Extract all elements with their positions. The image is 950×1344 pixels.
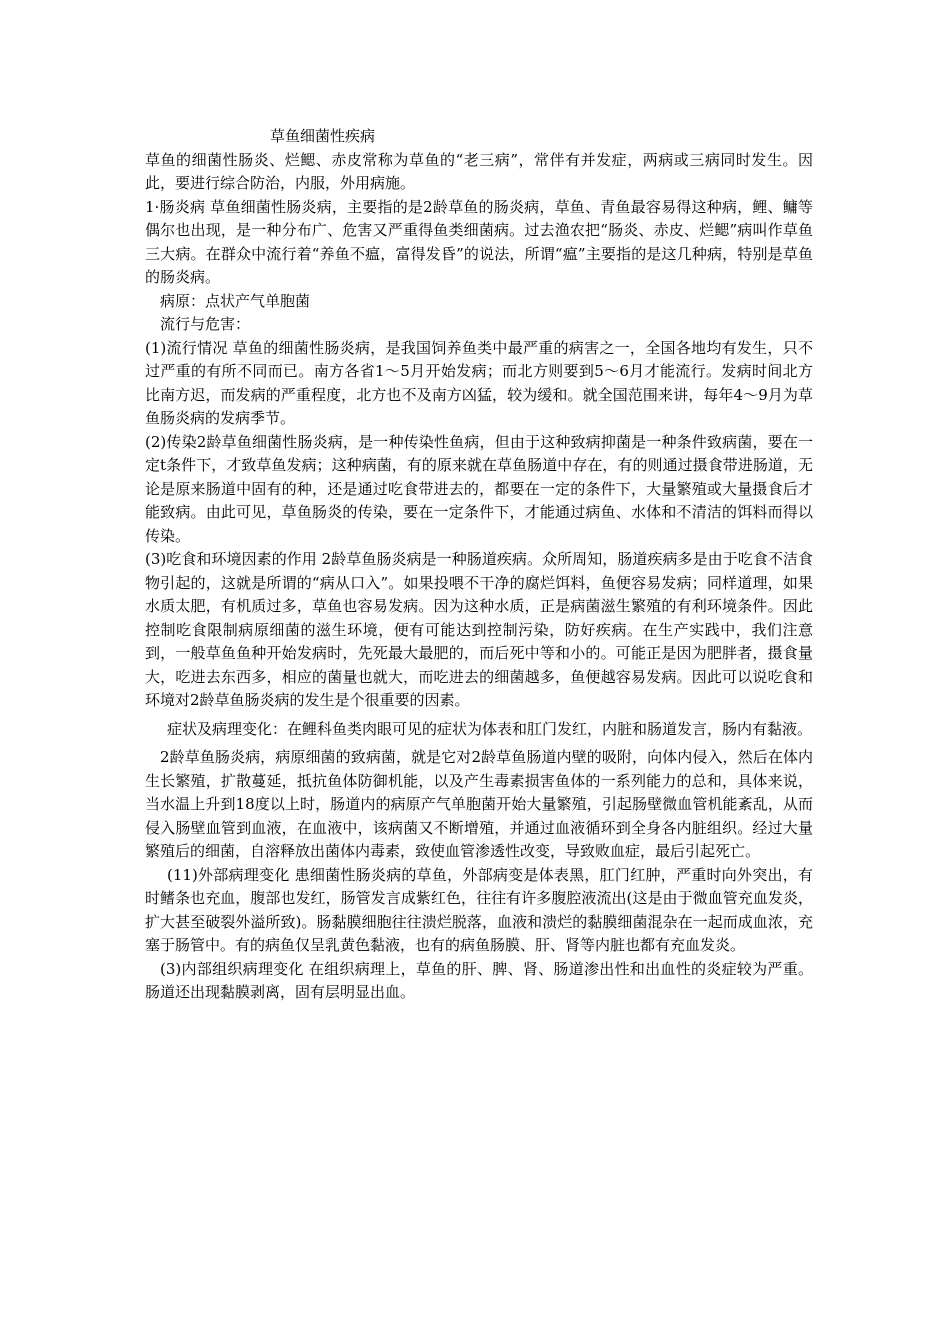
paragraph-pathogenesis: 2龄草鱼肠炎病，病原细菌的致病菌，就是它对2龄草鱼肠道内壁的吸附，向体内侵入，然后在体内生长繁殖，扩散蔓延，抵抗鱼体防御机能，以及产生毒素损害鱼体的一系列能力的总和，具体来说，当水温上升到18度以上时，肠道内的病原产气单胞菌开始大量繁殖，引起肠壁微血管机能紊乱，从而侵入肠壁血管到血液，在血液中，该病菌又不断增殖，并通过血液循环到全身各内脏组织。经过大量繁殖后的细菌，自溶释放出菌体内毒素，致使血管渗透性改变，导致败血症，最后引起死亡。	[145, 748, 813, 860]
paragraph-external-pathology: (11)外部病理变化 患细菌性肠炎病的草鱼，外部病变是体表黑，肛门红肿，严重时向外突出，有时鳍条也充血，腹部也发红，肠管发言成紫红色，往往有许多腹腔液流出(这是由于微血管充血发炎，扩大甚至破裂外溢所致)。肠黏膜细胞往往溃烂脱落，血液和溃烂的黏膜细菌混杂在一起而成血浓，充塞于肠管中。有的病鱼仅呈乳黄色黏液，也有的病鱼肠膜、肝、肾等内脏也都有充血发炎。	[145, 865, 813, 954]
paragraph-intro: 草鱼的细菌性肠炎、烂鳃、赤皮常称为草鱼的“老三病”，常伴有并发症，两病或三病同时发生。因此，要进行综合防治，内服，外用病施。	[145, 150, 813, 192]
paragraph-epidemic-heading: 流行与危害：	[160, 315, 251, 333]
paragraph-internal-pathology: (3)内部组织病理变化 在组织病理上，草鱼的肝、脾、肾、肠道渗出性和出血性的炎症较为严重。肠道还出现黏膜剥离，固有层明显出血。	[145, 959, 813, 1001]
paragraph-pathogen: 病原：点状产气单胞菌	[160, 291, 311, 310]
paragraph-feeding-environment: (3)吃食和环境因素的作用 2龄草鱼肠炎病是一种肠道疾病。众所周知，肠道疾病多是由于吃食不洁食物引起的，这就是所谓的“病从口入”。如果投喂不干净的腐烂饵料，鱼便容易发病；同样道理，如果水质太肥，有机质过多，草鱼也容易发病。因为这种水质，正是病菌滋生繁殖的有利环境条件。因此控制吃食限制病原细菌的滋生环境，便有可能达到控制污染，防好疾病。在生产实践中，我们注意到，一般草鱼鱼种开始发病时，先死最大最肥的，而后死中等和小的。可能正是因为肥胖者，摄食量大，吃进去东西多，相应的菌量也就大，而吃进去的细菌越多，鱼便越容易发病。因此可以说吃食和环境对2龄草鱼肠炎病的发生是个很重要的因素。	[145, 550, 813, 709]
paragraph-epidemic-situation: (1)流行情况 草鱼的细菌性肠炎病，是我国饲养鱼类中最严重的病害之一，全国各地均有发生，只不过严重的有所不同而已。南方各省1～5月开始发病；而北方则要到5～6月才能流行。发病时间北方比南方迟，而发病的严重程度，北方也不及南方凶猛，较为缓和。就全国范围来讲，每年4～9月为草鱼肠炎病的发病季节。	[145, 338, 813, 427]
paragraph-enteritis: 1·肠炎病 草鱼细菌性肠炎病，主要指的是2龄草鱼的肠炎病，草鱼、青鱼最容易得这种病，鲤、鳙等偶尔也出现，是一种分布广、危害又严重得鱼类细菌病。过去渔农把“肠炎、赤皮、烂鳃”病叫作草鱼三大病。在群众中流行着“养鱼不瘟，富得发昏”的说法，所谓“瘟”主要指的是这几种病，特别是草鱼的肠炎病。	[145, 197, 813, 286]
document-title: 草鱼细菌性疾病	[270, 127, 376, 145]
paragraph-symptoms: 症状及病理变化：在鲤科鱼类肉眼可见的症状为体表和肛门发红，内脏和肠道发言，肠内有黏液。	[167, 719, 813, 738]
document-body	[145, 125, 813, 1005]
paragraph-infection: (2)传染2龄草鱼细菌性肠炎病，是一种传染性鱼病，但由于这种致病抑菌是一种条件致病菌，要在一定t条件下，才致草鱼发病；这种病菌，有的原来就在草鱼肠道中存在，有的则通过摄食带进肠道，无论是原来肠道中固有的种，还是通过吃食带进去的，都要在一定的条件下，大量繁殖或大量摄食后才能致病。由此可见，草鱼肠炎的传染，要在一定条件下，才能通过病鱼、水体和不清洁的饵料而得以传染。	[145, 432, 813, 545]
